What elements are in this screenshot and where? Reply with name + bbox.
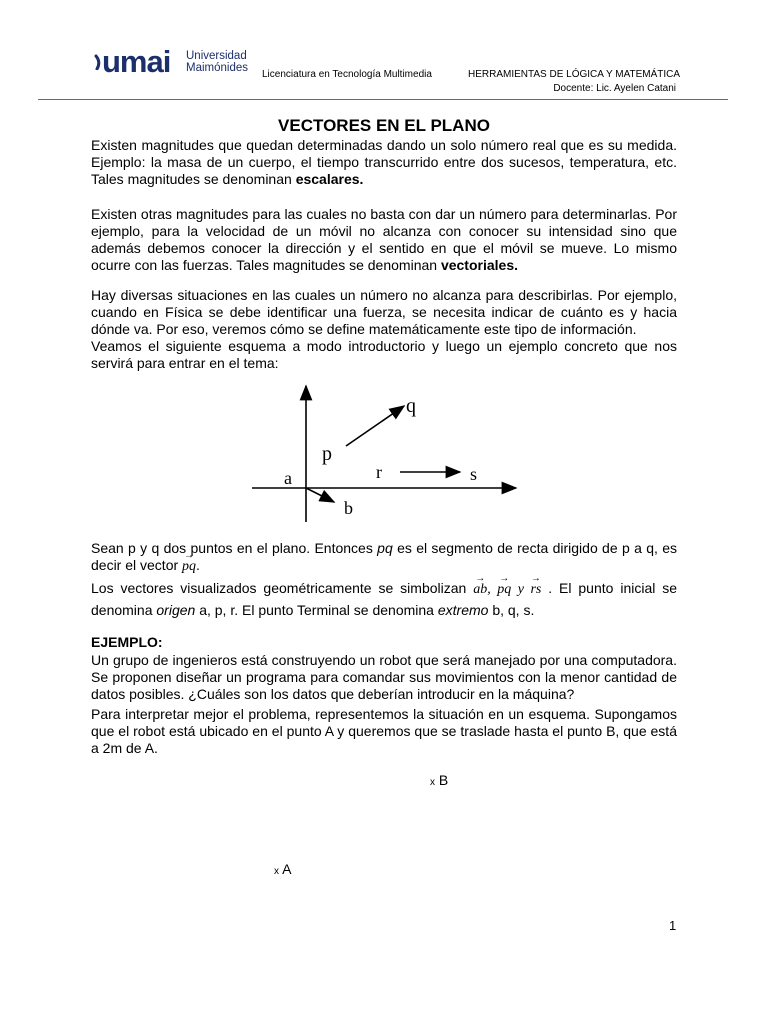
university-logo [94, 46, 264, 78]
label-a: a [284, 468, 292, 488]
paragraph-robot: Un grupo de ingenieros está construyendo un robot que será manejado por una computadora. Se proponen diseñar un programa para comandar sus movimientos con la menor cantidad de datos posibles. ¿Cuáles son los datos que deberían introducir en la máquina? [91, 652, 677, 702]
term-extremo: extremo [437, 602, 489, 618]
logo-line-2: Maimónides [186, 62, 248, 74]
point-mark: x [274, 866, 279, 877]
vector-diagram [250, 378, 530, 528]
paragraph-text: b, q, s. [488, 602, 535, 618]
label-r: r [376, 462, 382, 482]
paragraph-text: es el segmento de recta dirigido de p a q, es decir el vector [91, 540, 677, 573]
header-divider [38, 99, 728, 100]
page-header [0, 0, 768, 102]
paragraph-vectors [91, 206, 677, 274]
paragraph-definition [91, 540, 677, 575]
term-origen: origen [156, 602, 196, 618]
example-heading: EJEMPLO: [91, 634, 163, 650]
paragraph-scheme: Para interpretar mejor el problema, representemos la situación en un esquema. Supongamos que el robot está ubicado en el punto A y queremos que se traslade hasta el punto B, que está a 2m de A. [91, 706, 677, 756]
separator: , [487, 582, 498, 597]
paragraph-text: Los vectores visualizados geométricamente se simbolizan [91, 580, 474, 596]
vector-ab [306, 488, 334, 502]
point-a [274, 861, 291, 877]
paragraph-text: Existen magnitudes que quedan determinadas dando un solo número real que es su medida. Ejemplo: la masa de un cuerpo, el tiempo transcurrido entre dos sucesos, temperatura, etc. Tales magnitudes se denominan [91, 137, 677, 187]
point-b [430, 772, 448, 788]
header-teacher: Docente: Lic. Ayelen Catani [553, 83, 676, 94]
header-career: Licenciatura en Tecnología Multimedia [262, 69, 432, 80]
term-escalares: escalares. [295, 171, 364, 187]
header-subject: HERRAMIENTAS DE LÓGICA Y MATEMÁTICA [468, 69, 681, 80]
paragraph-text: a, p, r. El punto Terminal se denomina [195, 602, 438, 618]
term-vectoriales: vectoriales. [440, 257, 519, 273]
vector-ab-symbol: ab → [473, 579, 487, 600]
point-mark: x [430, 777, 435, 788]
paragraph-scalars [91, 137, 677, 188]
label-q: q [406, 395, 416, 417]
paragraph-text: Sean p y q dos puntos en el plano. Entonces [91, 540, 378, 556]
separator: y [511, 582, 531, 597]
vector-pq [346, 406, 404, 446]
paragraph-text: . [196, 557, 200, 573]
point-label: B [438, 772, 449, 788]
vector-rs-symbol: rs → [530, 579, 541, 600]
point-label: A [282, 861, 292, 877]
logo-line-1: Universidad [186, 50, 247, 62]
page-title: VECTORES EN EL PLANO [278, 116, 490, 135]
paragraph-intro: Veamos el siguiente esquema a modo introductorio y luego un ejemplo concreto que nos servirá para entrar en el tema: [91, 338, 677, 371]
label-p: p [322, 443, 332, 465]
paragraph-notation [91, 578, 677, 621]
vector-pq-symbol: pq → [182, 558, 196, 575]
label-b: b [344, 498, 353, 518]
paragraph-situations: Hay diversas situaciones en las cuales un número no alcanza para describirlas. Por ejemplo, cuando en Física se debe identificar una fuerza, se necesita indicar de cuánto es y hacia dónde va. Por eso, veremos cómo se define matemáticamente este tipo de información. [91, 287, 677, 337]
label-s: s [470, 464, 478, 484]
term-pq: pq [377, 540, 393, 556]
logo-wordmark: umai [102, 44, 171, 79]
page-number: 1 [669, 918, 677, 933]
paragraph-text: . El punto inicial se denomina [91, 580, 678, 618]
paragraph-text: Existen otras magnitudes para las cuales no basta con dar un número para determinarlas. Por ejemplo, para la velocidad de un móvil no alcanza con conocer su intensidad sino que además debemos conocer la dirección y el sentido en que el móvil se mueve. Lo mismo ocurre con las fuerzas. Tales magnitudes se denominan [91, 206, 677, 273]
vector-pq-symbol: pq → [497, 579, 511, 600]
